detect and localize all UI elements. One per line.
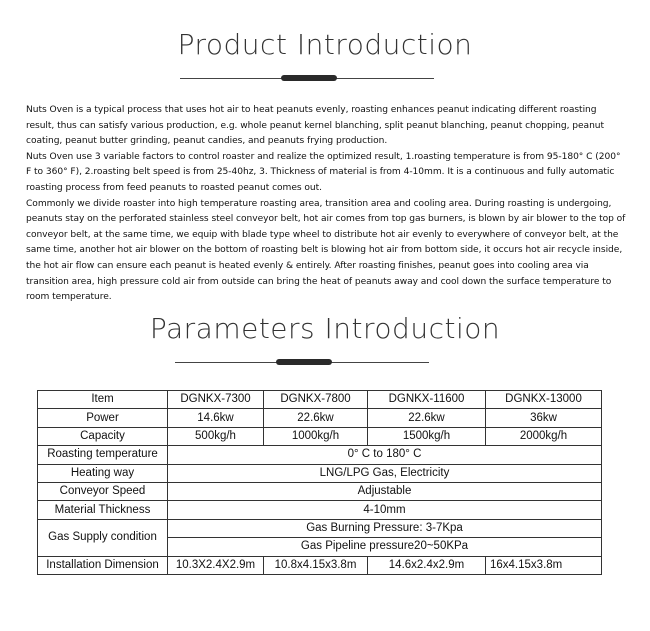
params-divider-accent	[276, 359, 332, 365]
product-description	[26, 103, 626, 306]
header-model-11600: DGNKX-11600	[368, 391, 486, 409]
parameters-table	[37, 390, 602, 575]
row-label: Material Thickness	[38, 501, 168, 519]
title-divider-accent	[281, 75, 337, 81]
row-label: Capacity	[38, 427, 168, 445]
table-cell: 22.6kw	[368, 409, 486, 427]
table-cell: Adjustable	[168, 482, 602, 500]
header-item: Item	[38, 391, 168, 409]
table-cell: 10.8x4.15x3.8m	[264, 556, 368, 574]
table-row-conveyor-speed	[38, 482, 602, 500]
table-cell: 14.6kw	[168, 409, 264, 427]
table-row-installation	[38, 556, 602, 574]
table-cell: 10.3X2.4X2.9m	[168, 556, 264, 574]
table-cell: Gas Burning Pressure: 3-7Kpa	[168, 519, 602, 537]
row-label: Gas Supply condition	[38, 519, 168, 556]
row-label: Roasting temperature	[38, 446, 168, 464]
row-label: Power	[38, 409, 168, 427]
table-cell: 0° C to 180° C	[168, 446, 602, 464]
row-label: Conveyor Speed	[38, 482, 168, 500]
row-label: Heating way	[38, 464, 168, 482]
parameters-introduction-title: Parameters Introduction	[149, 312, 501, 345]
table-cell: 2000kg/h	[486, 427, 602, 445]
table-row-capacity	[38, 427, 602, 445]
header-model-13000: DGNKX-13000	[486, 391, 602, 409]
table-cell: 16x4.15x3.8m	[486, 556, 602, 574]
table-cell: 1500kg/h	[368, 427, 486, 445]
table-cell: 14.6x2.4x2.9m	[368, 556, 486, 574]
intro-paragraph-1: Nuts Oven is a typical process that uses hot air to heat peanuts evenly, roasting enhances peanut indicating different roasting result, thus can satisfy various production, e.g. whole peanut kernel blanching, split peanut blanching, peanut chopping, peanut coating, peanut butter grinding, peanut candies, and peanuts frying production.	[26, 105, 605, 147]
header-model-7300: DGNKX-7300	[168, 391, 264, 409]
row-label: Installation Dimension	[38, 556, 168, 574]
table-row-gas-supply	[38, 519, 602, 537]
table-cell: Gas Pipeline pressure20~50KPa	[168, 538, 602, 556]
table-cell: 22.6kw	[264, 409, 368, 427]
table-row-roasting-temperature	[38, 446, 602, 464]
intro-paragraph-3: Commonly we divide roaster into high temperature roasting area, transition area and cooling area. During roasting is undergoing, peanuts stay on the perforated stainless steel conveyor belt, hot air comes from top gas burners, is blown by air blower to the top of conveyor belt, at the same time, we equip with blade type wheel to distribute hot air evenly to everywhere of conveyor belt, at the same time, another hot air blower on the bottom of roasting belt is blowing hot air from bottom side, it occurs hot air recycle inside, the hot air flow can ensure each peanut is heated evenly & entirely. After roasting finishes, peanut goes into cooling area via transition area, high pressure cold air from outside can bring the heat of peanuts away and cool down the surface temperature to room temperature.	[26, 198, 626, 303]
table-cell: LNG/LPG Gas, Electricity	[168, 464, 602, 482]
table-row-power	[38, 409, 602, 427]
header-model-7800: DGNKX-7800	[264, 391, 368, 409]
product-introduction-title: Product Introduction	[177, 28, 473, 61]
intro-paragraph-2: Nuts Oven use 3 variable factors to control roaster and realize the optimized result, 1.roasting temperature is from 95-180° C (200° F to 360° F), 2.roasting belt speed is from 25-40hz, 3. Thickness of material is from 4-10mm. It is a continuous and fully automatic roasting process from feed peanuts to roasted peanut comes out.	[26, 151, 621, 193]
table-cell: 36kw	[486, 409, 602, 427]
table-cell: 1000kg/h	[264, 427, 368, 445]
table-row-heating-way	[38, 464, 602, 482]
table-cell: 4-10mm	[168, 501, 602, 519]
table-header-row	[38, 391, 602, 409]
table-cell: 500kg/h	[168, 427, 264, 445]
table-row-material-thickness	[38, 501, 602, 519]
